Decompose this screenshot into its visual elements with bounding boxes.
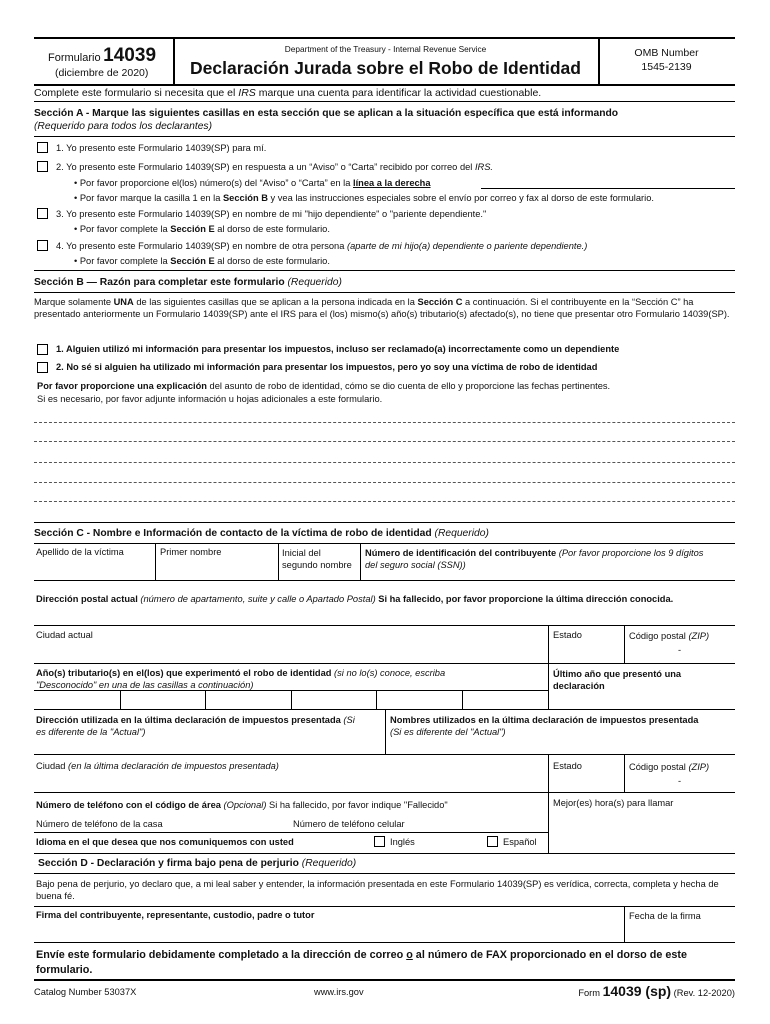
- section-c-title: Sección C - Nombre e Información de contacto de la víctima de robo de identidad (Requerido): [34, 528, 489, 539]
- signature-field[interactable]: Firma del contribuyente, representante, custodio, padre o tutor: [36, 910, 315, 920]
- last-return-state-field[interactable]: Estado: [553, 761, 582, 771]
- section-a-item-2: 2. Yo presento este Formulario 14039(SP) en respuesta a un “Aviso” o “Carta” recibido por correo del IRS.: [56, 162, 494, 172]
- omb-label: OMB Number: [634, 47, 699, 59]
- tax-year-box[interactable]: [376, 691, 462, 710]
- spanish-label: Español: [503, 837, 537, 847]
- form-number: 14039: [103, 45, 157, 66]
- header-bottom-rule: [34, 84, 735, 86]
- language-label: Idioma en el que desea que nos comuniquemos con usted: [36, 837, 294, 847]
- section-a-item-4-bullet: • Por favor complete la Sección E al dorso de este formulario.: [74, 256, 330, 266]
- section-a-item-3: 3. Yo presento este Formulario 14039(SP) en nombre de mi "hijo dependiente" o "pariente dependiente.": [56, 209, 487, 219]
- last-return-city-field[interactable]: Ciudad (en la última declaración de impuestos presentada): [36, 761, 279, 771]
- tax-years-label: Año(s) tributario(s) en el(los) que experimentó el robo de identidad (si no lo(s) conoce, escriba "Desconocido" en una de las casillas a continuación): [36, 668, 446, 690]
- tax-year-box[interactable]: [205, 691, 291, 710]
- explanation-line-4[interactable]: [34, 482, 735, 483]
- rule: [34, 792, 735, 793]
- address-field[interactable]: Dirección postal actual (número de apartamento, suite y calle o Apartado Postal) Si ha fallecido, por favor proporcione la última dirección conocida.: [36, 594, 674, 604]
- section-a-checkbox-1[interactable]: [37, 142, 48, 153]
- section-a-checkbox-3[interactable]: [37, 208, 48, 219]
- section-a-checkbox-2[interactable]: [37, 161, 48, 172]
- divider: [278, 543, 279, 580]
- omb-number: 1545-2139: [641, 61, 692, 73]
- section-b-explain: Por favor proporcione una explicación del asunto de robo de identidad, cómo se dio cuenta de ello y proporcione las fechas pertinentes.: [37, 381, 611, 391]
- last-year-filed-label: Último año que presentó una declaración: [553, 669, 682, 691]
- rule: [34, 663, 735, 664]
- form-id: [48, 45, 156, 67]
- rule: [34, 873, 735, 874]
- section-d-title: Sección D - Declaración y firma bajo pena de perjurio (Requerido): [38, 858, 357, 869]
- tax-year-box[interactable]: [120, 691, 205, 710]
- zip-dash: -: [678, 645, 682, 655]
- footer-rule: [34, 979, 735, 981]
- section-b-title: Sección B — Razón para completar este formulario (Requerido): [34, 277, 342, 288]
- catalog-number: Catalog Number 53037X: [34, 987, 137, 997]
- last-return-zip-field[interactable]: Código postal (ZIP): [629, 762, 710, 772]
- rule: [34, 270, 735, 271]
- rule: [34, 906, 735, 907]
- section-b-option-2: 2. No sé si alguien ha utilizado mi información para presentar los impuestos, pero yo soy una víctima de robo de identidad: [56, 362, 598, 372]
- rule: [34, 942, 735, 943]
- tax-year-box[interactable]: [34, 691, 120, 710]
- tax-year-box[interactable]: [462, 691, 548, 710]
- spanish-checkbox[interactable]: [487, 836, 498, 847]
- page-title: Declaración Jurada sobre el Robo de Identidad: [190, 58, 581, 78]
- divider: [360, 543, 361, 580]
- last-name-field[interactable]: Apellido de la víctima: [36, 547, 124, 557]
- home-phone-field[interactable]: Número de teléfono de la casa: [36, 819, 163, 829]
- cell-phone-field[interactable]: Número de teléfono celular: [293, 819, 405, 829]
- divider: [548, 754, 549, 792]
- english-label: Inglés: [390, 837, 415, 847]
- state-field[interactable]: Estado: [553, 630, 582, 640]
- rule: [34, 136, 735, 137]
- send-instructions: Envíe este formulario debidamente completado a la dirección de correo o al número de FAX proporcionado en el dorso de este formulario.: [36, 949, 687, 976]
- explanation-line-3[interactable]: [34, 462, 735, 463]
- divider: [548, 663, 549, 709]
- divider: [624, 906, 625, 942]
- tax-year-boxes: [34, 690, 548, 709]
- form-date: (diciembre de 2020): [55, 67, 149, 79]
- rule: [34, 625, 735, 626]
- notice-number-input[interactable]: [481, 188, 735, 189]
- divider: [548, 792, 549, 853]
- rule: [34, 853, 735, 854]
- divider: [624, 625, 625, 663]
- divider: [548, 625, 549, 663]
- ssn-field[interactable]: Número de identificación del contribuyente (Por favor proporcione los 9 dígitos del seguro social (SSN)): [365, 548, 704, 570]
- rule: [34, 754, 735, 755]
- section-a-item-2-bullet-2: • Por favor marque la casilla 1 en la Sección B y vea las instrucciones especiales sobre el envío por correo y fax al dorso de este formulario.: [74, 193, 654, 203]
- section-d-statement: Bajo pena de perjurio, yo declaro que, a mi leal saber y entender, la información presentada en este Formulario 14039(SP) es verídica, correcta, completa y hecha de buena fé.: [36, 879, 719, 902]
- section-a-title: Sección A - Marque las siguientes casillas en esta sección que se aplican a la situación específica que está informando: [34, 108, 619, 119]
- department: Department of the Treasury - Internal Revenue Service: [284, 44, 487, 54]
- explanation-line-5[interactable]: [34, 501, 735, 502]
- explanation-line-1[interactable]: [34, 422, 735, 423]
- section-b-instructions: Marque solamente UNA de las siguientes casillas que se aplican a la persona indicada en la Sección C a continuación. Si el contribuyente en la “Sección C” ha presentado anteriormente un Formulario 14039(SP) ante el IRS para el (los) mismo(s) año(s) tributario(s) afectado(s), no tiene que presentar otro Formulario 14039(SP).: [34, 297, 730, 320]
- website: www.irs.gov: [314, 987, 364, 997]
- middle-initial-field[interactable]: Inicial del segundo nombre: [282, 548, 352, 570]
- first-name-field[interactable]: Primer nombre: [160, 547, 222, 557]
- rule: [34, 101, 735, 102]
- city-field[interactable]: Ciudad actual: [36, 630, 93, 640]
- divider: [624, 754, 625, 792]
- section-a-item-4: 4. Yo presento este Formulario 14039(SP) en nombre de otra persona (aparte de mi hijo(a) dependiente o pariente dependiente.): [56, 241, 588, 251]
- last-return-names-field[interactable]: Nombres utilizados en la última declaración de impuestos presentada (Si es diferente del "Actual"): [390, 715, 699, 737]
- tax-year-box[interactable]: [291, 691, 376, 710]
- top-rule: [34, 37, 735, 39]
- divider: [155, 543, 156, 580]
- form-label: Formulario: [48, 52, 101, 64]
- form-footer-id: Form 14039 (sp) (Rev. 12-2020): [578, 983, 735, 999]
- rule: [34, 522, 735, 523]
- phone-label: Número de teléfono con el código de área (Opcional) Si ha fallecido, por favor indique "Fallecido": [36, 800, 448, 810]
- section-b-checkbox-2[interactable]: [37, 362, 48, 373]
- divider: [385, 709, 386, 754]
- rule: [34, 580, 735, 581]
- english-checkbox[interactable]: [374, 836, 385, 847]
- zip-field[interactable]: Código postal (ZIP): [629, 631, 710, 641]
- rule: [34, 292, 735, 293]
- best-time-field[interactable]: Mejor(es) hora(s) para llamar: [553, 798, 674, 808]
- rule: [34, 832, 548, 833]
- section-a-subtitle: (Requerido para todos los declarantes): [34, 121, 213, 132]
- explanation-line-2[interactable]: [34, 441, 735, 442]
- section-a-checkbox-4[interactable]: [37, 240, 48, 251]
- rule: [34, 543, 735, 544]
- section-a-item-3-bullet: • Por favor complete la Sección E al dorso de este formulario.: [74, 224, 330, 234]
- signature-date-field[interactable]: Fecha de la firma: [629, 911, 701, 921]
- section-b-option-1: 1. Alguien utilizó mi información para presentar los impuestos, incluso ser reclamado(a) incorrectamente como un dependiente: [56, 344, 620, 354]
- intro-text: Complete este formulario si necesita que el IRS marque una cuenta para identificar la actividad cuestionable.: [34, 87, 542, 99]
- section-b-explain-line-2: Si es necesario, por favor adjunte información u hojas adicionales a este formulario.: [37, 394, 383, 404]
- last-return-address-field[interactable]: Dirección utilizada en la última declaración de impuestos presentada (Si es diferente de la "Actual"): [36, 715, 355, 737]
- section-a-item-1: 1. Yo presento este Formulario 14039(SP) para mí.: [56, 143, 267, 153]
- section-a-item-2-bullet-1: • Por favor proporcione el(los) número(s) del “Aviso” o “Carta” en la línea a la derecha: [74, 178, 431, 188]
- section-b-checkbox-1[interactable]: [37, 344, 48, 355]
- zip-dash: -: [678, 776, 682, 786]
